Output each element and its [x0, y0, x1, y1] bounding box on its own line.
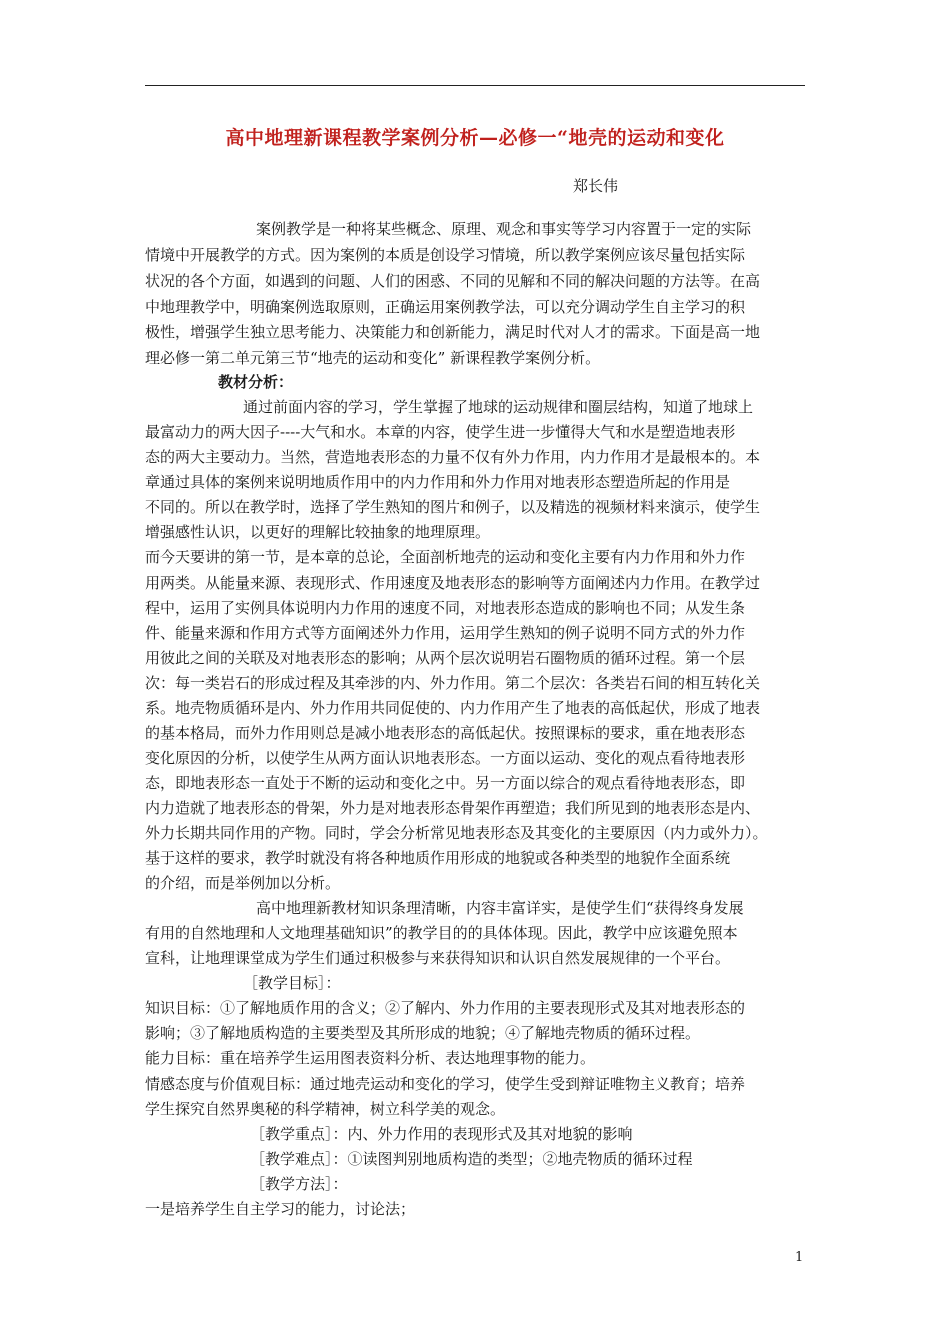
body-line: 态，即地表形态一直处于不断的运动和变化之中。另一方面以综合的观点看待地表形态，即 — [145, 774, 746, 792]
body-line: 理必修一第二单元第三节“地壳的运动和变化” 新课程教学案例分析。 — [145, 349, 601, 367]
body-line: 案例教学是一种将某些概念、原理、观念和事实等学习内容置于一定的实际 — [256, 220, 752, 238]
section-heading: ［教学方法］： — [250, 1175, 348, 1193]
body-line: 宣科，让地理课堂成为学生们通过积极参与来获得知识和认识自然发展规律的一个平台。 — [145, 949, 731, 967]
body-line: 变化原因的分析，以使学生从两方面认识地表形态。一方面以运动、变化的观点看待地表形 — [145, 749, 746, 767]
body-line: 知识目标：①了解地质作用的含义；②了解内、外力作用的主要表现形式及其对地表形态的 — [145, 999, 746, 1017]
body-line: 增强感性认识，以更好的理解比较抽象的地理原理。 — [145, 523, 491, 541]
body-line: 章通过具体的案例来说明地质作用中的内力作用和外力作用对地表形态塑造所起的作用是 — [145, 473, 731, 491]
body-line: 内力造就了地表形态的骨架，外力是对地表形态骨架作再塑造；我们所见到的地表形态是内、 — [145, 799, 761, 817]
body-line: 情境中开展教学的方式。因为案例的本质是创设学习情境，所以教学案例应该尽量包括实际 — [145, 246, 746, 264]
body-line: 次：每一类岩石的形成过程及其牵涉的内、外力作用。第二个层次：各类岩石间的相互转化关 — [145, 674, 761, 692]
body-line: 影响；③了解地质构造的主要类型及其所形成的地貌；④了解地壳物质的循环过程。 — [145, 1024, 701, 1042]
body-line: 高中地理新教材知识条理清晰，内容丰富详实，是使学生们“获得终身发展 — [256, 899, 744, 917]
body-line: 外力长期共同作用的产物。同时，学会分析常见地表形态及其变化的主要原因（内力或外力）。 — [145, 824, 768, 842]
body-line: 基于这样的要求，教学时就没有将各种地质作用形成的地貌或各种类型的地貌作全面系统 — [145, 849, 731, 867]
header-rule — [145, 85, 805, 86]
body-line: 有用的自然地理和人文地理基础知识”的教学目的的具体体现。因此，教学中应该避免照本 — [145, 924, 738, 942]
body-line: 用两类。从能量来源、表现形式、作用速度及地表形态的影响等方面阐述内力作用。在教学过 — [145, 574, 761, 592]
body-line: 情感态度与价值观目标：通过地壳运动和变化的学习，使学生受到辩证唯物主义教育；培养 — [145, 1075, 746, 1093]
body-line: 最富动力的两大因子----大气和水。本章的内容，使学生进一步懂得大气和水是塑造地表形 — [145, 423, 736, 441]
body-line: 系。地壳物质循环是内、外力作用共同促使的、内力作用产生了地表的高低起伏，形成了地表 — [145, 699, 761, 717]
body-line: 中地理教学中，明确案例选取原则，正确运用案例教学法，可以充分调动学生自主学习的积 — [145, 298, 746, 316]
body-line: 程中，运用了实例具体说明内力作用的速度不同，对地表形态造成的影响也不同；从发生条 — [145, 599, 746, 617]
body-line: 而今天要讲的第一节，是本章的总论，全面剖析地壳的运动和变化主要有内力作用和外力作 — [145, 548, 746, 566]
body-line: 的介绍，而是举例加以分析。 — [145, 874, 341, 892]
section-heading: ［教学重点］：内、外力作用的表现形式及其对地貌的影响 — [250, 1125, 633, 1143]
body-line: 不同的。所以在教学时，选择了学生熟知的图片和例子，以及精选的视频材料来演示，使学生 — [145, 498, 761, 516]
page-number: 1 — [795, 1250, 804, 1265]
author-name: 郑长伟 — [573, 177, 619, 195]
body-line: 的基本格局，而外力作用则总是减小地表形态的高低起伏。按照课标的要求，重在地表形态 — [145, 724, 746, 742]
section-heading: 教材分析： — [218, 373, 294, 391]
section-heading: ［教学难点］：①读图判别地质构造的类型；②地壳物质的循环过程 — [250, 1150, 693, 1168]
body-line: 一是培养学生自主学习的能力，讨论法； — [145, 1200, 416, 1218]
body-line: 态的两大主要动力。当然，营造地表形态的力量不仅有外力作用，内力作用才是最根本的。本 — [145, 448, 761, 466]
body-line: 学生探究自然界奥秘的科学精神，树立科学美的观念。 — [145, 1100, 506, 1118]
body-line: 件、能量来源和作用方式等方面阐述外力作用，运用学生熟知的例子说明不同方式的外力作 — [145, 624, 746, 642]
body-line: 极性，增强学生独立思考能力、决策能力和创新能力，满足时代对人才的需求。下面是高一地 — [145, 323, 761, 341]
document-title: 高中地理新课程教学案例分析—必修一“地壳的运动和变化 — [225, 127, 725, 149]
body-line: 通过前面内容的学习，学生掌握了地球的运动规律和圈层结构，知道了地球上 — [243, 398, 754, 416]
body-line: 状况的各个方面，如遇到的问题、人们的困惑、不同的见解和不同的解决问题的方法等。在高 — [145, 272, 761, 290]
body-line: 用彼此之间的关联及对地表形态的影响；从两个层次说明岩石圈物质的循环过程。第一个层 — [145, 649, 746, 667]
section-heading: ［教学目标］： — [243, 974, 341, 992]
body-line: 能力目标：重在培养学生运用图表资料分析、表达地理事物的能力。 — [145, 1049, 596, 1067]
